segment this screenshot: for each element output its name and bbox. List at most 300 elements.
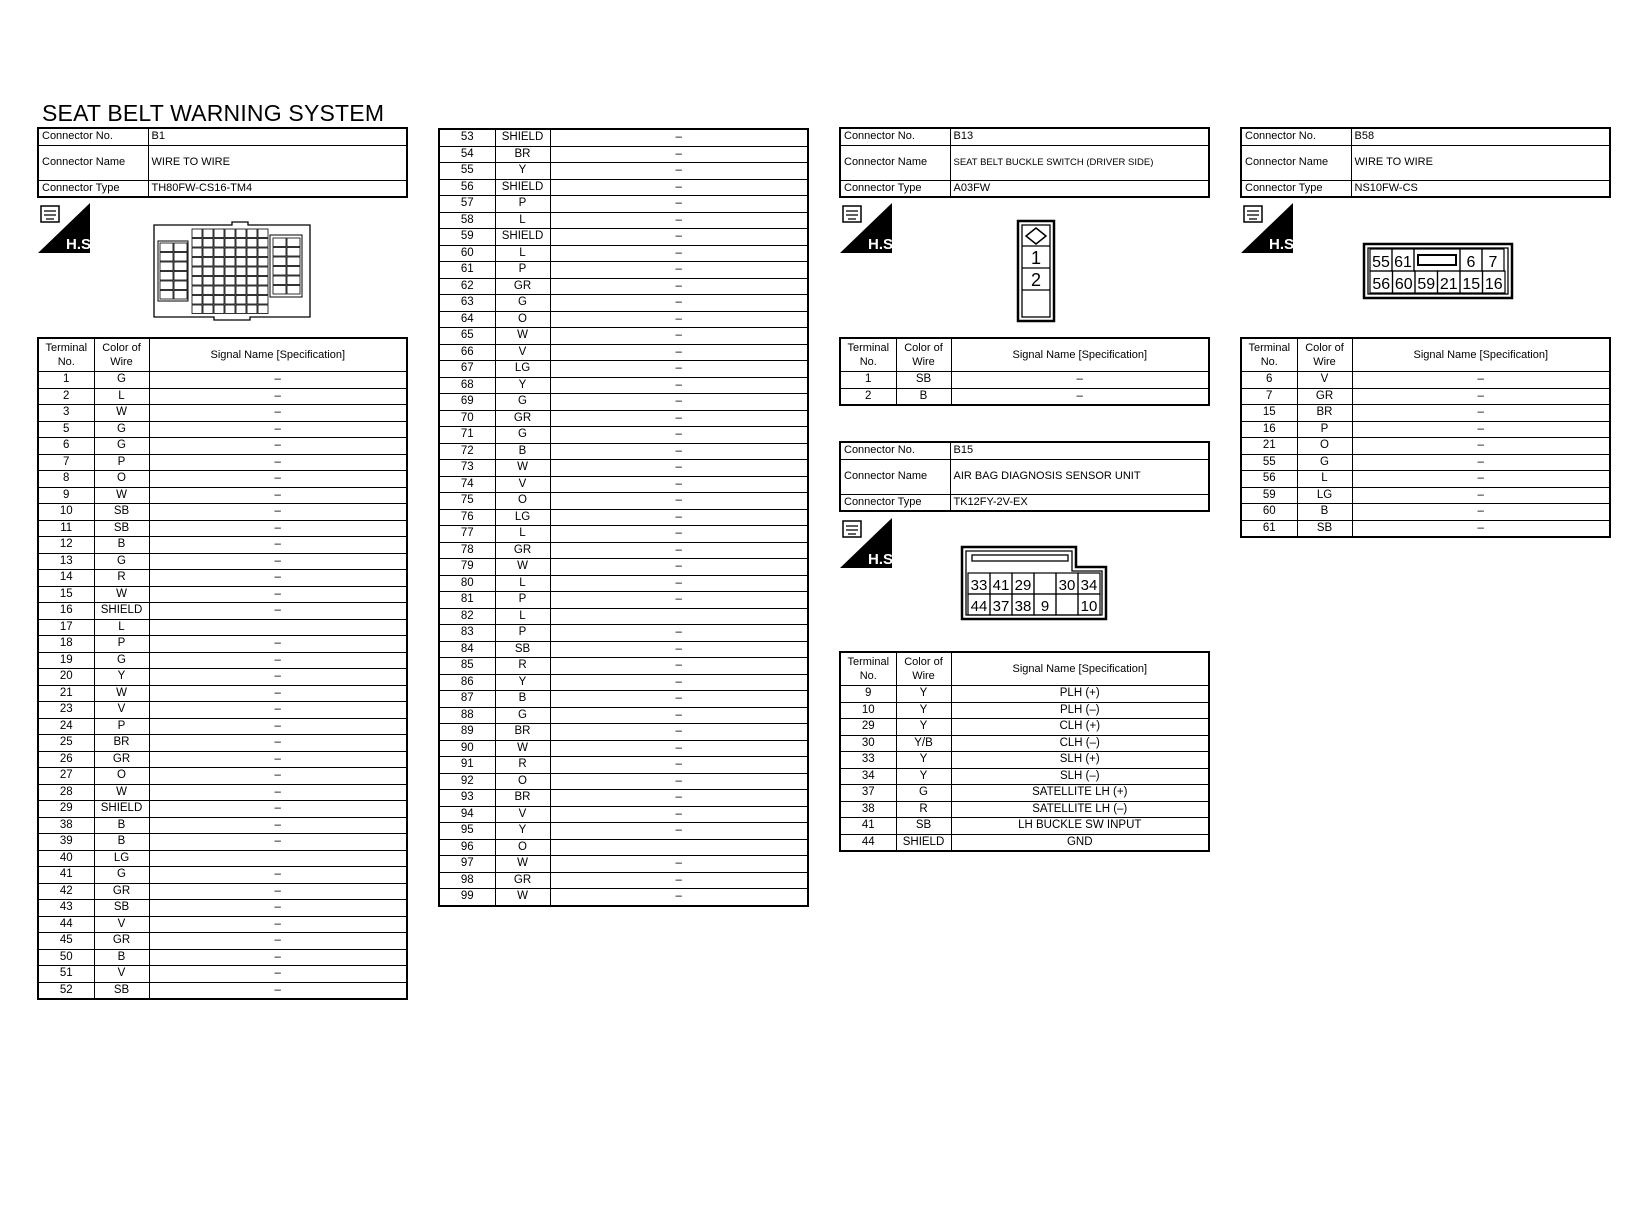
connector-b1-terminal-table-2 [438,128,809,907]
terminal-row [439,328,808,345]
signal-name: – [550,129,808,146]
signal-name: – [1352,520,1610,537]
terminal-row [439,823,808,840]
wire-color: R [896,801,951,818]
terminal-no: 87 [439,691,495,708]
b15-pin-label: 9 [1040,598,1050,615]
b15-pin-label: 29 [1014,577,1032,594]
b15-pin-label: 10 [1080,598,1098,615]
wire-color: V [94,916,149,933]
terminal-no: 29 [38,801,94,818]
wire-color: GR [495,410,550,427]
b58-pin-label: 60 [1394,276,1413,293]
terminal-row [439,476,808,493]
wire-color: B [1297,504,1352,521]
connector-type-label: Connector Type [840,180,950,197]
terminal-no: 15 [38,586,94,603]
b15-pin-label: 34 [1080,577,1098,594]
wire-color: B [896,388,951,405]
signal-name: SLH (–) [951,768,1209,785]
terminal-no: 6 [1241,372,1297,389]
connector-name-label: Connector Name [840,459,950,494]
terminal-no: 69 [439,394,495,411]
signal-name: – [149,966,407,983]
wire-color: B [94,817,149,834]
terminal-row [38,520,407,537]
signal-name: – [149,553,407,570]
signal-name: – [149,652,407,669]
terminal-row [38,603,407,620]
wire-color: Y [896,702,951,719]
hs-label: H.S. [1269,236,1299,253]
wire-color: SHIELD [495,129,550,146]
wire-color: Y [495,377,550,394]
terminal-row [38,586,407,603]
signal-name: – [149,405,407,422]
b58-pin-label: 56 [1372,276,1391,293]
terminal-no: 51 [38,966,94,983]
terminal-row [38,784,407,801]
terminal-row [840,719,1209,736]
signal-name: LH BUCKLE SW INPUT [951,818,1209,835]
terminal-no: 9 [840,686,896,703]
signal-name: – [1352,487,1610,504]
terminal-row [439,196,808,213]
terminal-no: 2 [840,388,896,405]
wire-color: GR [1297,388,1352,405]
wire-color: W [495,740,550,757]
wire-color: SHIELD [94,801,149,818]
terminal-row [439,757,808,774]
terminal-row [439,509,808,526]
terminal-no: 65 [439,328,495,345]
terminal-no: 52 [38,982,94,999]
terminal-no: 84 [439,641,495,658]
terminal-no: 68 [439,377,495,394]
terminal-row [840,768,1209,785]
terminal-row [439,361,808,378]
connector-no-value: B1 [148,128,407,145]
terminal-row [439,146,808,163]
terminal-no: 95 [439,823,495,840]
terminal-no: 17 [38,619,94,636]
terminal-row [38,388,407,405]
terminal-no: 15 [1241,405,1297,422]
b15-pin-label: 37 [992,598,1010,615]
terminal-no: 12 [38,537,94,554]
wire-color: BR [1297,405,1352,422]
terminal-no: 7 [1241,388,1297,405]
color-of-wire-header: Color of Wire [1297,338,1352,372]
wire-color: Y [495,163,550,180]
signal-name: – [550,526,808,543]
terminal-row [38,751,407,768]
terminal-row [439,641,808,658]
b58-pin-label: 21 [1439,276,1458,293]
connector-no-label: Connector No. [840,128,950,145]
terminal-row [840,388,1209,405]
terminal-row [439,526,808,543]
connector-name-label: Connector Name [840,145,950,180]
wire-color: R [495,658,550,675]
terminal-no: 39 [38,834,94,851]
terminal-no: 43 [38,900,94,917]
wire-color: G [896,785,951,802]
terminal-row [439,592,808,609]
wire-color: SHIELD [495,179,550,196]
terminal-no: 64 [439,311,495,328]
terminal-row [439,889,808,906]
terminal-row [439,872,808,889]
connector-type-value: A03FW [950,180,1209,197]
wire-color: P [1297,421,1352,438]
connector-b13-panel [839,127,1210,198]
terminal-no: 34 [840,768,896,785]
connector-b1-info [37,127,408,198]
connector-name-value: SEAT BELT BUCKLE SWITCH (DRIVER SIDE) [950,145,1209,180]
signal-name [550,608,808,625]
connector-type-label: Connector Type [38,180,148,197]
connector-type-label: Connector Type [1241,180,1351,197]
terminal-row [840,372,1209,389]
terminal-no: 54 [439,146,495,163]
terminal-row [38,504,407,521]
terminal-no: 44 [38,916,94,933]
wire-color: L [495,526,550,543]
b58-pin-label: 6 [1466,254,1476,271]
wire-color: R [94,570,149,587]
wire-color: W [495,460,550,477]
terminal-no: 83 [439,625,495,642]
signal-name: – [550,262,808,279]
terminal-row [439,460,808,477]
connector-name-value: AIR BAG DIAGNOSIS SENSOR UNIT [950,459,1209,494]
wire-color: L [94,619,149,636]
terminal-no: 88 [439,707,495,724]
color-of-wire-header: Color of Wire [94,338,149,372]
connector-b1-face [154,222,310,320]
terminal-no: 72 [439,443,495,460]
terminal-no: 59 [1241,487,1297,504]
signal-name: – [149,388,407,405]
signal-name-header: Signal Name [Specification] [1352,338,1610,372]
signal-name: – [149,685,407,702]
terminal-no: 55 [1241,454,1297,471]
signal-name: – [550,377,808,394]
terminal-no: 98 [439,872,495,889]
signal-name: – [550,773,808,790]
terminal-no: 3 [38,405,94,422]
terminal-row [439,724,808,741]
terminal-no: 6 [38,438,94,455]
terminal-no: 13 [38,553,94,570]
wire-color: SB [94,520,149,537]
terminal-no: 66 [439,344,495,361]
wire-color: BR [495,146,550,163]
b15-pin-label: 30 [1058,577,1076,594]
terminal-row [38,801,407,818]
terminal-row [1241,520,1610,537]
signal-name: – [951,372,1209,389]
terminal-row [38,421,407,438]
signal-name: – [149,702,407,719]
signal-name: – [550,295,808,312]
wire-color: W [94,586,149,603]
wire-color: Y/B [896,735,951,752]
terminal-no: 41 [38,867,94,884]
signal-name: – [149,751,407,768]
wire-color: G [495,295,550,312]
terminal-no: 16 [38,603,94,620]
wire-color: G [495,707,550,724]
terminal-no: 23 [38,702,94,719]
terminal-row [1241,438,1610,455]
connector-b13-info [839,127,1210,198]
wire-color: LG [94,850,149,867]
wire-color: R [495,757,550,774]
wire-color: L [495,245,550,262]
terminal-row [439,559,808,576]
terminal-row [439,295,808,312]
wire-color: G [495,427,550,444]
terminal-row [439,344,808,361]
harness-side-icon [840,518,898,568]
signal-name: – [149,586,407,603]
terminal-row [38,966,407,983]
terminal-row [439,856,808,873]
terminal-no: 1 [840,372,896,389]
terminal-no: 37 [840,785,896,802]
terminal-row [38,982,407,999]
terminal-no: 26 [38,751,94,768]
signal-name: – [1352,438,1610,455]
terminal-row [439,311,808,328]
wire-color: V [495,476,550,493]
wire-color: Y [495,674,550,691]
signal-name: – [550,658,808,675]
signal-name: – [149,817,407,834]
connector-name-value: WIRE TO WIRE [148,145,407,180]
terminal-no: 8 [38,471,94,488]
signal-name: – [149,867,407,884]
terminal-no: 90 [439,740,495,757]
signal-name [149,619,407,636]
signal-name: – [149,570,407,587]
signal-name: – [149,421,407,438]
signal-name: – [149,801,407,818]
connector-name-value: WIRE TO WIRE [1351,145,1610,180]
signal-name: GND [951,834,1209,851]
wire-color: BR [94,735,149,752]
terminal-no: 93 [439,790,495,807]
terminal-row [38,619,407,636]
terminal-no: 14 [38,570,94,587]
wire-color: P [495,262,550,279]
wire-color: G [495,394,550,411]
connector-name-label: Connector Name [38,145,148,180]
wire-color: SB [94,504,149,521]
terminal-row [38,883,407,900]
wire-color: LG [495,361,550,378]
wire-color: W [495,856,550,873]
signal-name: – [550,509,808,526]
wire-color: O [495,773,550,790]
wire-color: Y [896,768,951,785]
terminal-no: 7 [38,454,94,471]
page-title: SEAT BELT WARNING SYSTEM [42,100,385,126]
b13-pin-2: 2 [1030,270,1042,290]
signal-name: – [550,146,808,163]
signal-name: – [149,784,407,801]
terminal-no: 89 [439,724,495,741]
terminal-row [1241,421,1610,438]
wire-color: W [94,405,149,422]
terminal-row [38,768,407,785]
wire-color: L [1297,471,1352,488]
terminal-row [840,834,1209,851]
terminal-row [840,735,1209,752]
terminal-no: 56 [439,179,495,196]
terminal-no: 76 [439,509,495,526]
connector-type-value: NS10FW-CS [1351,180,1610,197]
wire-color: G [1297,454,1352,471]
signal-name: – [550,493,808,510]
signal-name: – [149,636,407,653]
signal-name: – [149,537,407,554]
wire-color: SB [896,372,951,389]
terminal-row [439,229,808,246]
terminal-no: 55 [439,163,495,180]
b58-pin-label: 15 [1462,276,1481,293]
wire-color: G [94,553,149,570]
connector-no-value: B13 [950,128,1209,145]
wire-color: B [495,691,550,708]
terminal-row [38,487,407,504]
terminal-row [439,625,808,642]
terminal-row [840,752,1209,769]
signal-name-header: Signal Name [Specification] [149,338,407,372]
terminal-no-header: Terminal No. [38,338,94,372]
wire-color: W [94,784,149,801]
wire-color: G [94,652,149,669]
terminal-row [38,834,407,851]
terminal-row [38,537,407,554]
wire-color: L [495,608,550,625]
signal-name: – [550,361,808,378]
wire-color: W [495,889,550,906]
terminal-no: 97 [439,856,495,873]
terminal-row [439,394,808,411]
harness-side-icon [840,203,898,253]
wire-color: O [94,471,149,488]
terminal-no: 11 [38,520,94,537]
wire-color: Y [896,686,951,703]
terminal-no: 61 [439,262,495,279]
terminal-row [38,438,407,455]
terminal-no: 92 [439,773,495,790]
wire-color: Y [495,823,550,840]
wire-color: L [495,212,550,229]
connector-no-value: B15 [950,442,1209,459]
terminal-row [38,636,407,653]
signal-name: – [1352,454,1610,471]
signal-name: – [1352,504,1610,521]
b13-pin-1: 1 [1030,248,1042,268]
connector-type-value: TK12FY-2V-EX [950,494,1209,511]
wire-color: LG [1297,487,1352,504]
terminal-no: 82 [439,608,495,625]
terminal-no: 59 [439,229,495,246]
wire-color: B [94,949,149,966]
signal-name-header: Signal Name [Specification] [951,652,1209,686]
wire-color: V [94,966,149,983]
terminal-row [840,818,1209,835]
wire-color: Y [896,752,951,769]
wire-color: P [94,718,149,735]
terminal-no: 28 [38,784,94,801]
wire-color: G [94,438,149,455]
wire-color: GR [94,883,149,900]
signal-name: – [550,394,808,411]
signal-name: – [149,883,407,900]
connector-name-label: Connector Name [1241,145,1351,180]
terminal-row [38,669,407,686]
signal-name: – [550,674,808,691]
wire-color: SB [495,641,550,658]
terminal-row [439,806,808,823]
wire-color: W [495,559,550,576]
wire-color: P [495,625,550,642]
connector-b1-panel [37,127,408,198]
terminal-row [439,542,808,559]
terminal-row [439,427,808,444]
signal-name: – [550,476,808,493]
signal-name: – [149,735,407,752]
wire-color: B [94,537,149,554]
hs-label: H.S. [868,236,898,253]
wire-color: L [94,388,149,405]
terminal-row [439,674,808,691]
wire-color: O [495,839,550,856]
terminal-row [38,454,407,471]
connector-no-label: Connector No. [1241,128,1351,145]
signal-name: – [1352,372,1610,389]
signal-name: – [550,311,808,328]
terminal-row [439,245,808,262]
b58-pin-label: 16 [1484,276,1503,293]
signal-name: PLH (+) [951,686,1209,703]
terminal-row [38,735,407,752]
terminal-row [38,850,407,867]
signal-name: – [550,245,808,262]
terminal-no: 81 [439,592,495,609]
terminal-row [38,702,407,719]
terminal-row [1241,487,1610,504]
terminal-row [439,262,808,279]
terminal-row [1241,454,1610,471]
terminal-row [439,278,808,295]
wire-color: V [94,702,149,719]
signal-name: – [149,933,407,950]
signal-name: – [550,724,808,741]
signal-name: – [149,900,407,917]
terminal-row [439,707,808,724]
signal-name: – [149,471,407,488]
connector-b1-terminal-table-1 [37,337,408,1000]
signal-name: – [149,669,407,686]
signal-name: – [550,641,808,658]
signal-name: SATELLITE LH (–) [951,801,1209,818]
